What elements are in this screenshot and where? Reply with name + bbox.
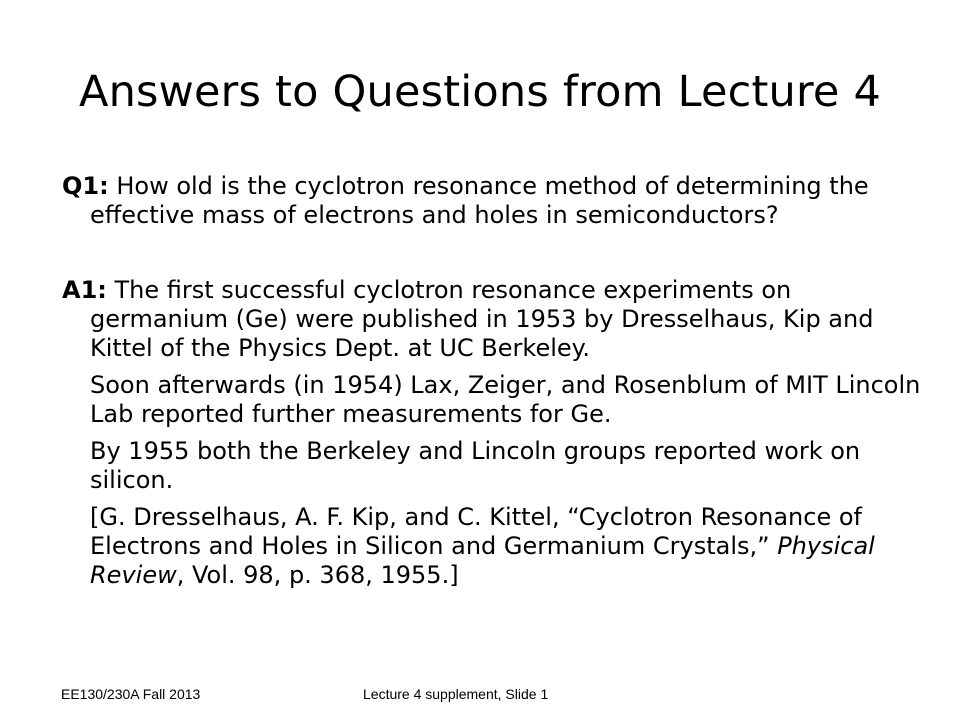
slide-title: Answers to Questions from Lecture 4 bbox=[78, 67, 882, 117]
answer-text: The first successful cyclotron resonance experiments on germanium (Ge) were published in 1953 by Dresselhaus, Kip and Kittel of the Physics Dept. at UC Berkeley. bbox=[90, 276, 874, 362]
question-text: How old is the cyclotron resonance method of determining the effective mass of electrons and holes in semiconductors? bbox=[90, 172, 869, 229]
reference-suffix: , Vol. 98, p. 368, 1955.] bbox=[176, 561, 459, 589]
answer-paragraph-3: By 1955 both the Berkeley and Lincoln groups reported work on silicon. bbox=[90, 437, 861, 494]
reference-paragraph bbox=[62, 503, 922, 590]
answer-paragraph-2: Soon afterwards (in 1954) Lax, Zeiger, and Rosenblum of MIT Lincoln Lab reported further measurements for Ge. bbox=[90, 371, 921, 428]
footer-course: EE130/230A Fall 2013 bbox=[61, 686, 201, 702]
footer-slide-number: Lecture 4 supplement, Slide 1 bbox=[363, 686, 549, 702]
question-paragraph bbox=[62, 172, 922, 230]
question-label: Q1: bbox=[62, 172, 109, 200]
reference-journal: Physical Review bbox=[90, 532, 875, 589]
slide-body bbox=[62, 172, 922, 590]
answer-label: A1: bbox=[62, 276, 107, 304]
answer-paragraph bbox=[62, 276, 922, 363]
reference-prefix: [G. Dresselhaus, A. F. Kip, and C. Kittel, “Cyclotron Resonance of Electrons and Holes in Silicon and Germanium Crystals,” bbox=[90, 503, 862, 560]
